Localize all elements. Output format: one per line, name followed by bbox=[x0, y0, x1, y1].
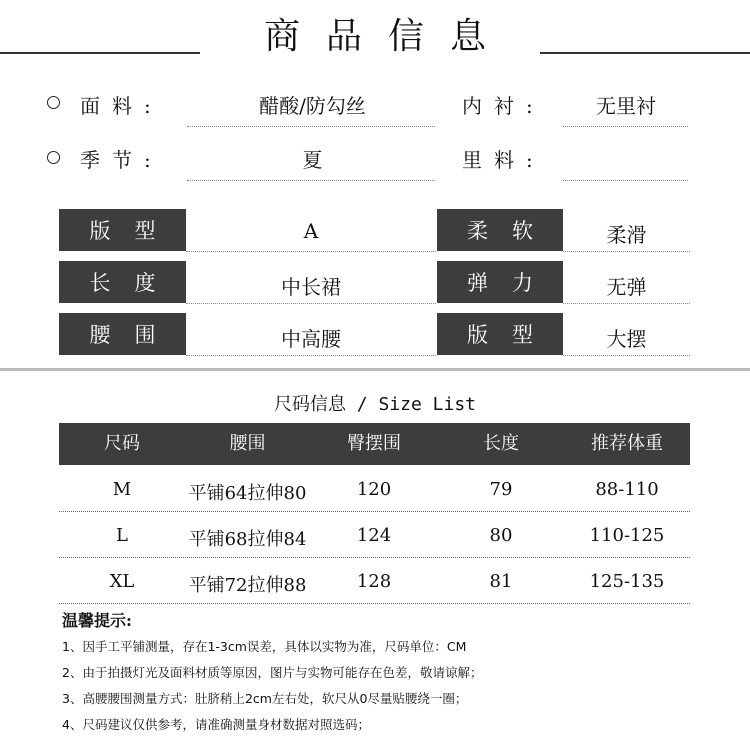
title-divider-right bbox=[540, 52, 750, 54]
attr-underline bbox=[563, 355, 690, 356]
info-label-lining-material: 里料: bbox=[462, 148, 545, 172]
attr-label-length: 长度 bbox=[59, 261, 186, 303]
notes-title: 温馨提示: bbox=[62, 611, 132, 630]
title-area bbox=[0, 0, 750, 62]
attr-label-softness: 柔软 bbox=[437, 209, 563, 251]
size-section-title: 尺码信息 / Size List bbox=[273, 394, 477, 415]
cell-length: 79 bbox=[489, 479, 513, 500]
info-underline bbox=[187, 180, 435, 181]
attr-value-length: 中长裙 bbox=[281, 275, 341, 299]
note-item: 4、尺码建议仅供参考，请准确测量身材数据对照选码； bbox=[62, 717, 370, 732]
cell-weight: 125-135 bbox=[589, 571, 665, 592]
attr-value-fit: A bbox=[303, 219, 319, 243]
cell-waist: 平铺72拉伸88 bbox=[188, 575, 307, 596]
cell-length: 80 bbox=[489, 525, 513, 546]
attr-underline bbox=[186, 251, 436, 252]
bullet-icon bbox=[47, 96, 60, 109]
note-item: 2、由于拍摄灯光及面料材质等原因，图片与实物可能存在色差，敬请谅解； bbox=[62, 665, 483, 680]
size-table-header bbox=[59, 423, 690, 465]
info-underline bbox=[563, 180, 688, 181]
cell-waist: 平铺64拉伸80 bbox=[188, 483, 307, 504]
row-divider bbox=[59, 603, 690, 604]
attr-label-silhouette: 版型 bbox=[437, 313, 563, 355]
page-title: 商品信息 bbox=[263, 16, 512, 57]
info-value-fabric: 醋酸/防勾丝 bbox=[259, 94, 366, 118]
col-header-length: 长度 bbox=[483, 433, 519, 454]
attr-underline bbox=[563, 303, 690, 304]
attr-value-silhouette: 大摆 bbox=[606, 327, 647, 351]
attr-underline bbox=[563, 251, 690, 252]
cell-hem: 124 bbox=[356, 525, 392, 546]
info-label-lining: 内衬: bbox=[462, 94, 545, 118]
attr-value-waist: 中高腰 bbox=[281, 327, 341, 351]
cell-length: 81 bbox=[489, 571, 513, 592]
row-divider bbox=[59, 511, 690, 512]
col-header-hem: 臀摆围 bbox=[347, 433, 401, 454]
col-header-weight: 推荐体重 bbox=[591, 433, 663, 454]
info-label-fabric: 面料: bbox=[80, 94, 163, 118]
row-divider bbox=[59, 557, 690, 558]
note-item: 3、高腰腰围测量方式：肚脐稍上2cm左右处，软尺从0尽量贴腰绕一圈； bbox=[62, 691, 468, 706]
attr-underline bbox=[186, 303, 436, 304]
info-underline bbox=[563, 126, 688, 127]
cell-hem: 128 bbox=[356, 571, 392, 592]
attr-underline bbox=[186, 355, 436, 356]
col-header-waist: 腰围 bbox=[229, 433, 266, 454]
cell-waist: 平铺68拉伸84 bbox=[188, 529, 307, 550]
attr-value-elasticity: 无弹 bbox=[606, 275, 647, 299]
cell-weight: 88-110 bbox=[595, 479, 659, 500]
cell-size: M bbox=[112, 479, 132, 500]
attr-value-softness: 柔滑 bbox=[606, 223, 647, 247]
attr-label-fit: 版型 bbox=[59, 209, 186, 251]
cell-size: L bbox=[116, 525, 128, 546]
section-divider bbox=[0, 368, 750, 371]
note-item: 1、因手工平铺测量，存在1-3cm误差，具体以实物为准，尺码单位：CM bbox=[62, 639, 467, 654]
cell-weight: 110-125 bbox=[589, 525, 665, 546]
info-value-lining: 无里衬 bbox=[596, 94, 656, 118]
attr-label-elasticity: 弹力 bbox=[437, 261, 563, 303]
info-underline bbox=[187, 126, 435, 127]
info-value-season: 夏 bbox=[302, 148, 323, 172]
attr-label-waist: 腰围 bbox=[59, 313, 186, 355]
col-header-size: 尺码 bbox=[104, 433, 140, 454]
bullet-icon bbox=[47, 151, 60, 164]
info-label-season: 季节: bbox=[80, 148, 163, 172]
cell-size: XL bbox=[109, 571, 135, 592]
cell-hem: 120 bbox=[356, 479, 392, 500]
